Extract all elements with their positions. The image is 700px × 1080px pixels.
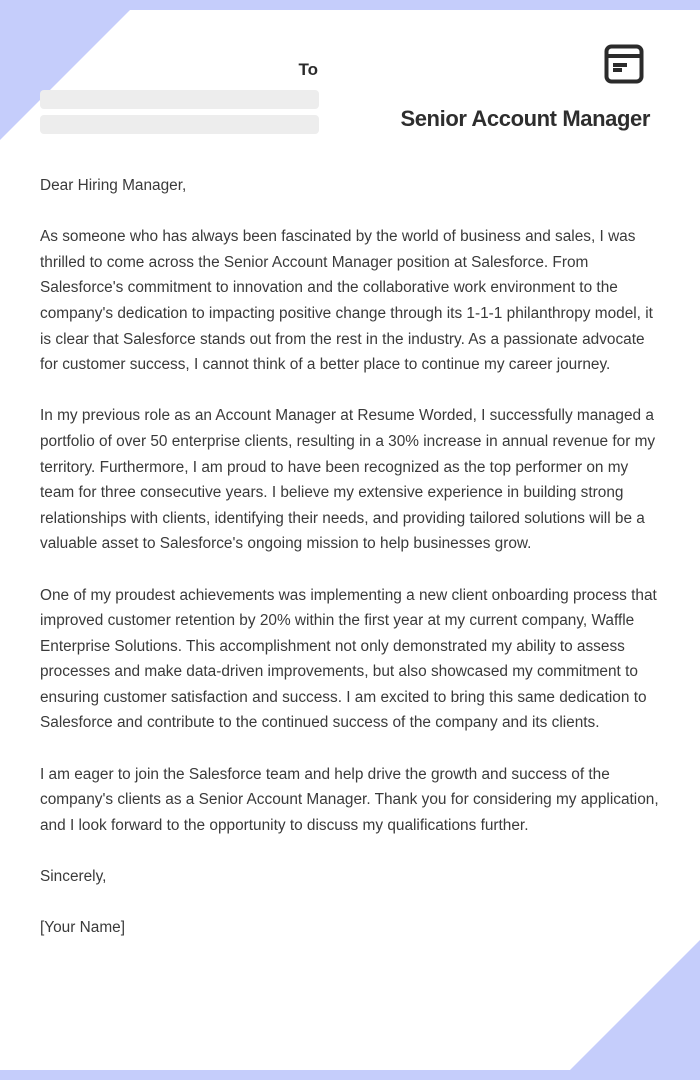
recipient-label: To — [298, 60, 318, 79]
letter-paragraph: As someone who has always been fascinated by the world of business and sales, I was thrilled to come across the Senior Account Manager position at Salesforce. From Salesforce's commitment to innovation and the collaborative work environment to the company's dedication to impacting positive change through its 1-1-1 philanthropy model, it is clear that Salesforce stands out from the rest in the industry. As a passionate advocate for customer success, I cannot think of a better place to continue my career journey. — [40, 228, 653, 374]
letter-closing: Sincerely, — [40, 868, 107, 886]
document-card-icon — [604, 44, 644, 84]
letter-salutation: Dear Hiring Manager, — [40, 177, 187, 194]
letter-paragraph: In my previous role as an Account Manager at Resume Worded, I successfully managed a portfolio of over 50 enterprise clients, resulting in a 30% increase in annual revenue for my territory. Furthermore, I am proud to have been recognized as the top performer on my team for three consecutive years. I believe my extensive experience in building strong relationships with clients, identifying their needs, and providing tailored solutions will be a valuable asset to Salesforce's ongoing mission to help businesses grow. — [40, 407, 656, 553]
letter-paragraph: One of my proudest achievements was implementing a new client onboarding process that improved customer retention by 20% within the first year at my current company, Waffle Enterprise Solutions. This accomplishment not only demonstrated my ability to assess processes and make data-driven improvements, but also showcased my commitment to ensuring customer satisfaction and success. I am excited to bring this same dedication to Salesforce and contribute to the continued success of the company and its clients. — [40, 586, 657, 732]
letter-signature: [Your Name] — [40, 919, 125, 937]
recipient-address-placeholder — [40, 115, 319, 134]
recipient-address-placeholder — [40, 90, 319, 109]
letter-paragraph: I am eager to join the Salesforce team and help drive the growth and success of the company's clients as a Senior Account Manager. Thank you for considering my application, and I look forward to the opportunity to discuss my qualifications further. — [40, 765, 659, 834]
cover-letter-page — [0, 10, 700, 1070]
letter-body — [40, 173, 665, 966]
page-title: Senior Account Manager — [400, 106, 650, 131]
